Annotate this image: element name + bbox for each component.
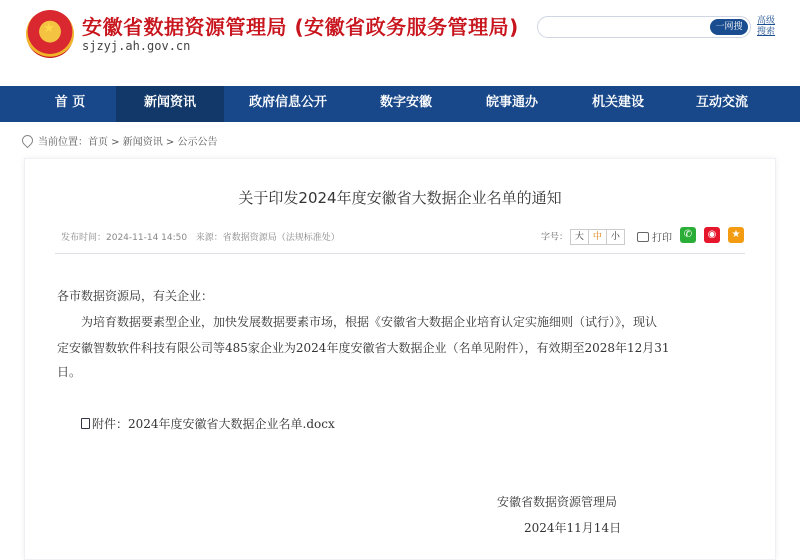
printer-icon — [637, 232, 649, 242]
nav-item-news[interactable]: 新闻资讯 — [116, 86, 224, 122]
article-source: 来源：省数据资源局（法规标准处） — [195, 233, 340, 243]
nav-item-digital-anhui[interactable]: 数字安徽 — [379, 95, 432, 110]
publish-time: 发布时间：2024-11-14 14:50 — [61, 233, 188, 243]
attachment-icon — [81, 418, 90, 429]
signature-org: 安徽省数据资源管理局 — [497, 495, 618, 509]
nav-item-home[interactable]: 首 页 — [54, 95, 86, 110]
print-label: 打印 — [652, 233, 672, 244]
national-emblem-icon: ★ — [26, 10, 74, 58]
wechat-share-icon[interactable]: ✆ — [680, 227, 696, 243]
article-meta — [61, 230, 340, 243]
favorite-star-icon[interactable]: ★ — [728, 227, 744, 243]
site-domain: sjzyj.ah.gov.cn — [82, 39, 191, 53]
font-size-small-button[interactable]: 小 — [606, 229, 625, 245]
body-line-2: 定安徽智数软件科技有限公司等485家企业为2024年度安徽省大数据企业（名单见附件），有效期至2028年12月31 — [57, 341, 670, 355]
font-size-large-button[interactable]: 大 — [570, 229, 589, 245]
breadcrumb-text[interactable]: 当前位置：首页 > 新闻资讯 > 公示公告 — [38, 137, 218, 148]
attachment-text[interactable]: 附件：2024年度安徽省大数据企业名单.docx — [92, 417, 335, 431]
font-size-medium-button[interactable]: 中 — [588, 229, 607, 245]
nav-item-party[interactable]: 机关建设 — [591, 95, 644, 110]
salutation: 各市数据资源局，有关企业： — [57, 289, 214, 303]
location-pin-icon — [20, 133, 36, 149]
attachment-link[interactable] — [81, 415, 335, 432]
weibo-share-icon[interactable]: ◉ — [704, 227, 720, 243]
body-line-1: 为培育数据要素型企业，加快发展数据要素市场，根据《安徽省大数据企业培育认定实施细则（试行）》，现认 — [81, 315, 658, 329]
breadcrumb — [22, 133, 217, 148]
body-line-3: 日。 — [57, 365, 82, 379]
main-nav — [0, 86, 800, 122]
search-button[interactable]: 一网搜 — [710, 19, 748, 35]
advanced-search-link[interactable]: 高级搜索 — [757, 16, 776, 37]
nav-item-services[interactable]: 皖事通办 — [485, 95, 538, 110]
font-size-switcher — [541, 229, 625, 245]
article-card — [24, 158, 776, 560]
nav-item-interaction[interactable]: 互动交流 — [695, 95, 748, 110]
print-button[interactable] — [637, 229, 672, 244]
site-header — [0, 0, 800, 86]
header-divider — [55, 253, 745, 254]
article-title: 关于印发2024年度安徽省大数据企业名单的通知 — [238, 189, 562, 207]
font-size-label: 字号： — [541, 232, 569, 243]
search-input[interactable] — [537, 16, 751, 38]
signature-date: 2024年11月14日 — [524, 521, 622, 535]
nav-item-gov-info[interactable]: 政府信息公开 — [248, 95, 327, 110]
site-title[interactable]: 安徽省数据资源管理局 (安徽省政务服务管理局) — [82, 15, 519, 39]
